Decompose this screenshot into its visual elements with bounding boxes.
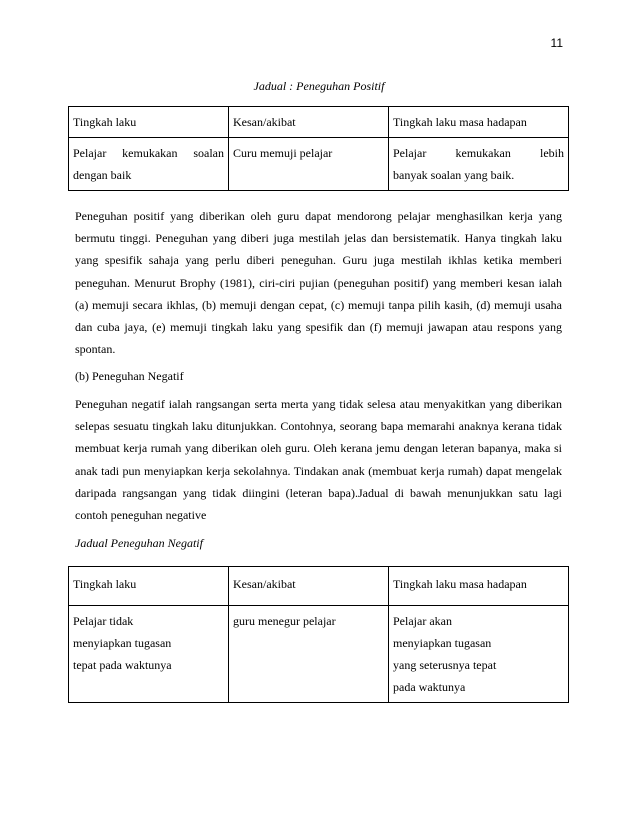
table-header-cell: Tingkah laku xyxy=(69,107,229,138)
cell-line: Pelajar akan xyxy=(393,614,452,628)
table-row xyxy=(69,606,569,703)
table-header-cell: Tingkah laku xyxy=(69,567,229,606)
table-positive-reinforcement xyxy=(68,106,569,191)
cell-line: menyiapkan tugasan xyxy=(393,636,492,650)
cell-line: Pelajar kemukakan lebih xyxy=(393,146,564,160)
table-header-cell: Tingkah laku masa hadapan xyxy=(389,567,569,606)
paragraph-positive: Peneguhan positif yang diberikan oleh guru dapat mendorong pelajar menghasilkan kerja yang bermutu tinggi. Peneguhan yang diberi juga mestilah jelas dan bersistematik. Hanya tingkah laku yang spesifik sahaja yang perlu diberi peneguhan. Guru juga mestilah ikhlas ketika memberi peneguhan. Menurut Brophy (1981), ciri-ciri pujian (peneguhan positif) yang memberi kesan ialah (a) memuji secara ikhlas, (b) memuji dengan cepat, (c) memuji tanpa pilih kasih, (d) memuji usaha dan cuba jaya, (e) memuji tingkah laku yang spesifik dan (f) memuji jawapan atau respons yang spontan. xyxy=(75,209,562,357)
paragraph-negative: Peneguhan negatif ialah rangsangan serta merta yang tidak selesa atau menyakitkan yang diberikan selepas sesuatu tingkah laku ditunjukkan. Contohnya, seorang bapa memarahi anaknya kerana tidak membuat kerja rumah yang diberikan oleh guru. Oleh kerana jemu dengan leteran bapanya, maka si anak tadi pun menyiapkan kerja sekolahnya. Tindakan anak (membuat kerja rumah) dapat mengelak daripada rangsangan yang tidak diingini (leteran bapa).Jadual di bawah menunjukkan satu lagi contoh peneguhan negative xyxy=(75,397,562,523)
table-header-row xyxy=(69,567,569,606)
table2-caption: Jadual Peneguhan Negatif xyxy=(75,536,203,550)
table-negative-reinforcement xyxy=(68,566,569,703)
table-cell: Curu memuji pelajar xyxy=(229,138,389,191)
cell-line: tepat pada waktunya xyxy=(73,658,172,672)
cell-line: Pelajar tidak xyxy=(73,614,134,628)
table-cell xyxy=(389,138,569,191)
table1-caption: Jadual : Peneguhan Positif xyxy=(253,79,385,93)
table-header-cell: Kesan/akibat xyxy=(229,107,389,138)
cell-line: menyiapkan tugasan xyxy=(73,636,172,650)
table-header-cell: Tingkah laku masa hadapan xyxy=(389,107,569,138)
cell-line: dengan baik xyxy=(73,168,132,182)
page-number: 11 xyxy=(550,36,563,50)
cell-line: pada waktunya xyxy=(393,680,466,694)
table-header-cell: Kesan/akibat xyxy=(229,567,389,606)
table-cell xyxy=(69,138,229,191)
cell-line: banyak soalan yang baik. xyxy=(393,168,515,182)
section-subheading: (b) Peneguhan Negatif xyxy=(75,369,184,383)
table-row xyxy=(69,138,569,191)
table-cell xyxy=(69,606,229,703)
table-cell xyxy=(389,606,569,703)
cell-line: Pelajar kemukakan soalan xyxy=(73,146,224,160)
table-header-row xyxy=(69,107,569,138)
cell-line: yang seterusnya tepat xyxy=(393,658,497,672)
table-cell: guru menegur pelajar xyxy=(229,606,389,703)
